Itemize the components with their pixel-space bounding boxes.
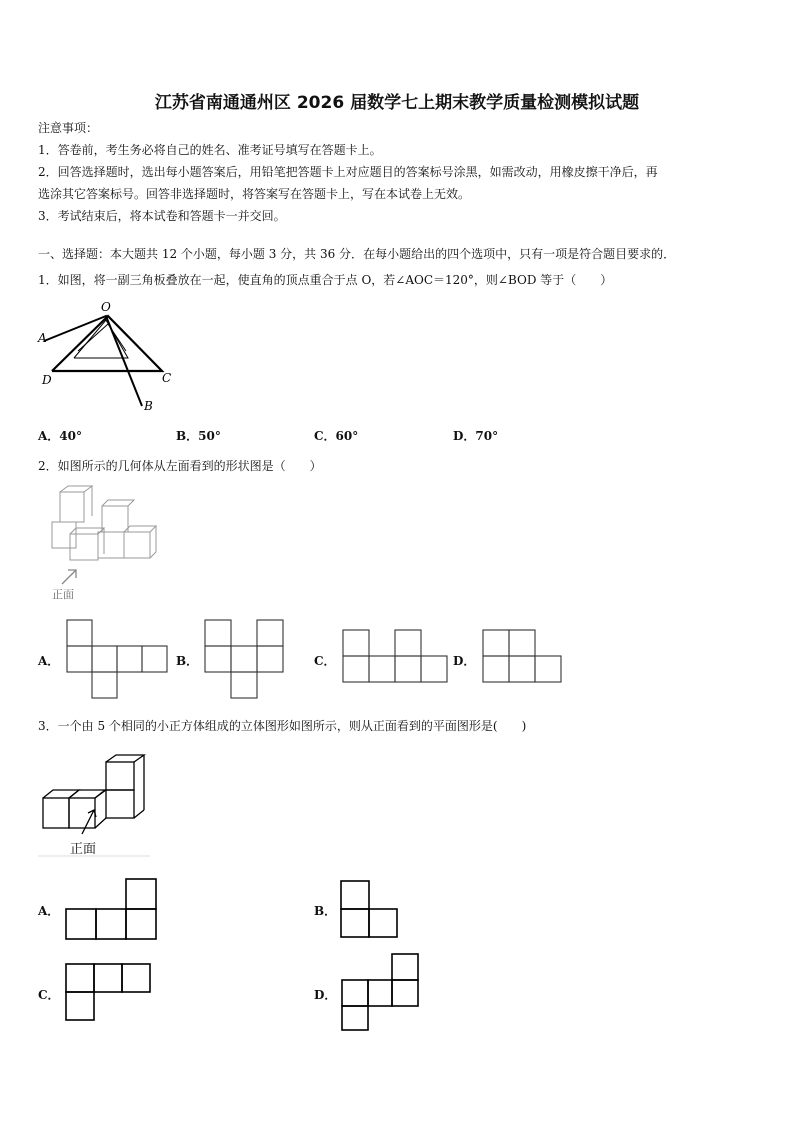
q2-option-a-letter[interactable]: A． xyxy=(38,654,60,668)
q3-option-b-letter[interactable]: B． xyxy=(314,904,337,918)
q2-option-c-letter[interactable]: C． xyxy=(314,654,336,668)
notice-item-3: 3．考试结束后，将本试卷和答题卡一并交回。 xyxy=(38,209,286,223)
q2-option-c-figure[interactable] xyxy=(342,629,448,685)
q2-option-b-letter[interactable]: B． xyxy=(176,654,199,668)
q1-option-c[interactable]: C．60° xyxy=(314,429,359,443)
q3-option-c-figure[interactable] xyxy=(64,960,154,1024)
q1-option-d[interactable]: D．70° xyxy=(453,429,499,443)
q2-stem: 2．如图所示的几何体从左面看到的形状图是（ ） xyxy=(38,459,322,473)
q1-figure xyxy=(38,296,178,416)
notice-item-2-cont: 选涂其它答案标号。回答非选择题时，将答案写在答题卡上，写在本试卷上无效。 xyxy=(38,187,471,201)
notice-item-1: 1．答卷前，考生务必将自己的姓名、准考证号填写在答题卡上。 xyxy=(38,143,382,157)
q2-front-arrow-icon xyxy=(58,564,82,588)
q3-front-arrow-icon xyxy=(76,806,100,836)
q2-option-a-figure[interactable] xyxy=(66,619,170,701)
section-heading: 一、选择题：本大题共 12 个小题，每小题 3 分，共 36 分．在每小题给出的四个选项中，只有一项是符合题目要求的． xyxy=(38,247,676,261)
q3-stem: 3．一个由 5 个相同的小正方体组成的立体图形如图所示，则从正面看到的平面图形是( ) xyxy=(38,719,527,733)
q2-option-b-figure[interactable] xyxy=(204,619,286,701)
q3-option-a-letter[interactable]: A． xyxy=(38,904,60,918)
q3-option-d-figure[interactable] xyxy=(338,950,424,1034)
q2-front-label: 正面 xyxy=(52,588,74,601)
notice-heading: 注意事项： xyxy=(38,121,99,135)
label-O: O xyxy=(101,300,111,314)
q2-option-d-figure[interactable] xyxy=(482,629,564,685)
q1-option-a[interactable]: A．40° xyxy=(38,429,83,443)
q2-option-d-letter[interactable]: D． xyxy=(453,654,476,668)
notice-item-2: 2．回答选择题时，选出每小题答案后，用铅笔把答题卡上对应题目的答案标号涂黑，如需改动，用橡皮擦干净后，再 xyxy=(38,165,658,179)
q3-option-a-figure[interactable] xyxy=(64,876,160,942)
label-D: D xyxy=(42,373,52,387)
q1-stem: 1．如图，将一副三角板叠放在一起，使直角的顶点重合于点 O，若∠AOC＝120°，则∠BOD 等于（ ） xyxy=(38,273,613,287)
page-title: 江苏省南通通州区 2026 届数学七上期末教学质量检测模拟试题 xyxy=(154,93,640,113)
q2-solid-figure xyxy=(46,484,166,574)
label-B: B xyxy=(144,399,153,413)
q3-front-label: 正面 xyxy=(70,842,97,857)
label-C: C xyxy=(162,371,172,385)
q3-option-d-letter[interactable]: D． xyxy=(314,988,337,1002)
q3-option-c-letter[interactable]: C． xyxy=(38,988,60,1002)
label-A: A xyxy=(38,331,47,345)
q3-option-b-figure[interactable] xyxy=(338,876,402,942)
q1-option-b[interactable]: B．50° xyxy=(176,429,221,443)
